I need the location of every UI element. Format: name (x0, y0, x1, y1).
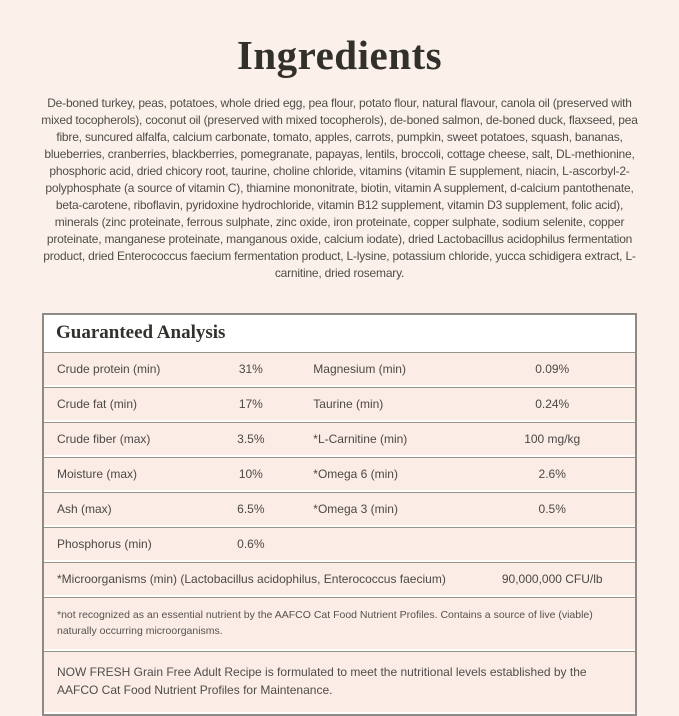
table-footnote: *not recognized as an essential nutrient by the AAFCO Cat Food Nutrient Profiles. Contains a source of live (viable) naturally occurring microorganisms. (44, 597, 635, 651)
nutrient-value: 0.6% (237, 537, 265, 552)
nutrient-label: *Omega 6 (min) (313, 467, 398, 482)
table-row (44, 422, 635, 457)
nutrient-value: 90,000,000 CFU/lb (501, 572, 603, 587)
table-row (44, 527, 635, 562)
nutrient-value: 0.24% (535, 397, 570, 412)
nutrient-label: *Microorganisms (min) (Lactobacillus acidophilus, Enterococcus faecium) (57, 572, 446, 587)
nutrient-label: *L-Carnitine (min) (313, 432, 408, 447)
table-row (44, 387, 635, 422)
nutrient-value: 6.5% (237, 502, 265, 517)
table-row-microorganisms (44, 562, 635, 597)
ingredients-paragraph: De-boned turkey, peas, potatoes, whole dried egg, pea flour, potato flour, natural flavour, canola oil (preserved with mixed tocopherols), coconut oil (preserved with mixed tocopherols), de-boned salmon, de-boned duck, flaxseed, pea fibre, suncured alfalfa, calcium carbonate, tomato, apples, carrots, pumpkin, sweet potatoes, squash, bananas, blueberries, cranberries, blackberries, pomegranate, papayas, lentils, broccoli, cottage cheese, salt, DL-methionine, phosphoric acid, dried chicory root, taurine, choline chloride, vitamins (vitamin E supplement, niacin, L-ascorbyl-2-polyphosphate (a source of vitamin C), thiamine mononitrate, biotin, vitamin A supplement, d-calcium pantothenate, beta-carotene, riboflavin, pyridoxine hydrochloride, vitamin B12 supplement, vitamin D3 supplement, folic acid), minerals (zinc proteinate, ferrous sulphate, zinc oxide, iron proteinate, copper sulphate, sodium selenite, copper proteinate, manganese proteinate, manganous oxide, calcium iodate), dried Lactobacillus acidophilus fermentation product, dried Enterococcus faecium fermentation product, L-lysine, potassium chloride, yucca schidigera extract, L-carnitine, dried rosemary. (41, 96, 638, 281)
nutrient-label: Crude protein (min) (57, 362, 161, 377)
table-row (44, 352, 635, 387)
nutrient-value: 0.09% (535, 362, 570, 377)
nutrient-value: 100 mg/kg (524, 432, 581, 447)
nutrient-label: Ash (max) (57, 502, 112, 517)
aafco-statement (44, 651, 635, 714)
guaranteed-analysis-table (42, 313, 637, 716)
table-title: Guaranteed Analysis (44, 315, 635, 352)
nutrient-label: Taurine (min) (313, 397, 384, 412)
table-row (44, 457, 635, 492)
nutrient-value: 17% (238, 397, 263, 412)
nutrient-value: 3.5% (237, 432, 265, 447)
nutrient-value: 10% (238, 467, 263, 482)
nutrient-label: Phosphorus (min) (57, 537, 152, 552)
nutrient-label: Magnesium (min) (313, 362, 406, 377)
page-title: Ingredients (236, 32, 443, 78)
nutrient-label: Crude fat (min) (57, 397, 138, 412)
nutrient-value: 2.6% (538, 467, 566, 482)
aafco-statement-text: NOW FRESH Grain Free Adult Recipe is formulated to meet the nutritional levels established by the AAFCO Cat Food Nutrient Profiles for Maintenance. (57, 664, 587, 698)
nutrient-label: Moisture (max) (57, 467, 138, 482)
nutrient-label: Crude fiber (max) (57, 432, 151, 447)
table-row (44, 492, 635, 527)
nutrient-label: *Omega 3 (min) (313, 502, 398, 517)
nutrient-value: 0.5% (538, 502, 566, 517)
nutrient-value: 31% (238, 362, 263, 377)
